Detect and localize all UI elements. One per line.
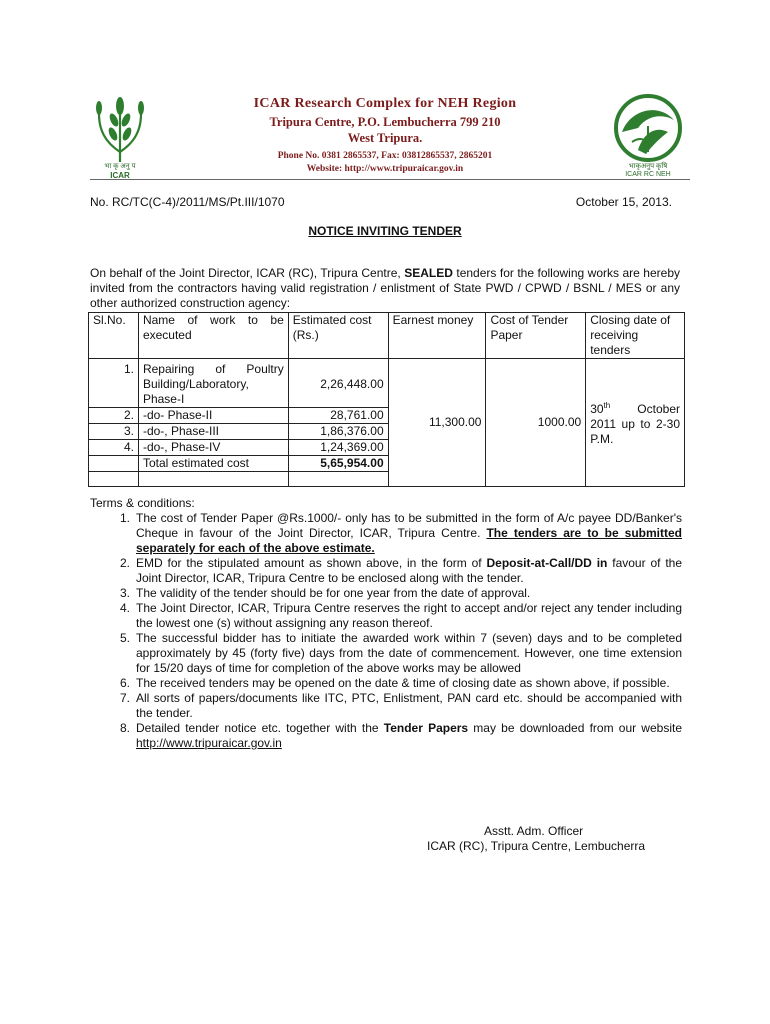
organization-website: Website: http://www.tripuraicar.gov.in — [306, 164, 464, 174]
term-text: The Joint Director, ICAR, Tripura Centre reserves the right to accept and/or reject any tender including the lowest one (s) without assigning any reason thereof. — [136, 601, 682, 630]
term-item — [90, 631, 682, 676]
row-estimated-cost: 2,26,448.00 — [288, 359, 388, 408]
term-text: The cost of Tender Paper @Rs.1000/- only has to be submitted in the form of A/c payee DD/Banker's Cheque in favour of the Joint Director, ICAR, Tripura Centre. — [136, 511, 682, 540]
tender-table — [88, 312, 685, 487]
terms-heading: Terms & conditions: — [90, 496, 195, 510]
term-item — [90, 586, 682, 601]
row-work-name: -do-, Phase-III — [138, 424, 288, 440]
signatory-designation: Asstt. Adm. Officer — [484, 824, 584, 838]
row-serial: 4. — [89, 440, 139, 456]
term-number: 4. — [119, 601, 130, 615]
tender-paper-cost: 1000.00 — [486, 359, 586, 487]
empty-cell — [89, 472, 139, 487]
row-serial: 1. — [89, 359, 139, 408]
row-work-name: -do- Phase-II — [138, 408, 288, 424]
term-item — [90, 511, 682, 556]
column-header: Sl.No. — [89, 313, 139, 359]
website-link[interactable]: http://www.tripuraicar.gov.in — [136, 736, 282, 750]
intro-text-2: tenders for the following works are hereby invited from the contractors having valid registration / enlistment of State PWD / CPWD / BSNL / MES or any other authorized construction agency: — [90, 266, 680, 310]
term-emphasis: Tender Papers — [383, 721, 469, 735]
term-item — [90, 556, 682, 586]
intro-text-1: On behalf of the Joint Director, ICAR (RC), Tripura Centre, — [90, 266, 405, 280]
right-logo-caption-hi: भाकृअनुप कृषि — [628, 163, 668, 170]
term-item — [90, 691, 682, 721]
notice-date: October 15, 2013. — [575, 195, 672, 209]
table-row — [89, 359, 685, 408]
left-logo-caption-hi: भा कृ अनु प — [104, 163, 136, 170]
emblem-logo-icon — [608, 92, 688, 164]
term-text: The received tenders may be opened on the date & time of closing date as shown above, if possible. — [136, 676, 670, 690]
term-text-continued: favour of the Joint Director, ICAR, Tripura Centre to be enclosed along with the tender. — [136, 556, 682, 585]
icar-logo-left — [85, 92, 155, 182]
empty-cell — [89, 456, 139, 472]
term-text: The successful bidder has to initiate the awarded work within 7 (seven) days and to be completed approximately by 45 (forty five) days from the date of commencement. However, one time extension for 15/20 days of time for completion of the above works may be allowed — [136, 631, 682, 675]
row-work-name: -do-, Phase-IV — [138, 440, 288, 456]
organization-phone: Phone No. 0381 2865537, Fax: 03812865537, 2865201 — [277, 151, 493, 161]
term-number: 5. — [119, 631, 130, 645]
term-number: 6. — [119, 676, 130, 690]
term-text: The validity of the tender should be for one year from the date of approval. — [136, 586, 531, 600]
term-number: 2. — [119, 556, 130, 570]
organization-title: ICAR Research Complex for NEH Region — [253, 96, 517, 111]
term-text: All sorts of papers/documents like ITC, PTC, Enlistment, PAN card etc. should be accompanied with the tender. — [136, 691, 682, 720]
term-text: Detailed tender notice etc. together with the — [136, 721, 384, 735]
intro-bold: SEALED — [404, 266, 453, 280]
column-header: Cost of Tender Paper — [486, 313, 586, 359]
term-text: EMD for the stipulated amount as shown above, in the form of — [136, 556, 487, 570]
right-logo-caption: ICAR RC NEH — [625, 171, 671, 178]
term-item — [90, 601, 682, 631]
closing-day-suffix: th — [603, 401, 611, 410]
term-number: 7. — [119, 691, 130, 705]
left-logo-caption: ICAR — [110, 171, 130, 180]
organization-district: West Tripura. — [347, 131, 423, 145]
reference-number: No. RC/TC(C-4)/2011/MS/Pt.III/1070 — [90, 195, 285, 209]
empty-cell — [138, 472, 288, 487]
header-divider — [90, 179, 690, 180]
intro-paragraph — [90, 266, 680, 311]
wheat-logo-icon — [85, 92, 155, 164]
term-emphasis: Deposit-at-Call/DD in — [486, 556, 608, 570]
row-estimated-cost: 28,761.00 — [288, 408, 388, 424]
column-header: Earnest money — [388, 313, 486, 359]
column-header: Name of work to be executed — [138, 313, 288, 359]
term-number: 3. — [119, 586, 130, 600]
empty-cell — [288, 472, 388, 487]
organization-address: Tripura Centre, P.O. Lembucherra 799 210 — [269, 115, 501, 129]
closing-date — [586, 359, 685, 487]
signatory-office: ICAR (RC), Tripura Centre, Lembucherra — [427, 839, 646, 853]
closing-day: 30 — [590, 402, 604, 416]
column-header: Estimated cost (Rs.) — [288, 313, 388, 359]
term-item — [90, 676, 682, 691]
earnest-money: 11,300.00 — [388, 359, 486, 487]
row-work-name: Repairing of Poultry Building/Laboratory, Phase-I — [138, 359, 288, 408]
term-number: 1. — [119, 511, 130, 525]
total-label: Total estimated cost — [138, 456, 288, 472]
table-header-row — [89, 313, 685, 359]
row-serial: 2. — [89, 408, 139, 424]
closing-date-rest: October 2011 up to 2-30 P.M. — [590, 402, 680, 446]
row-estimated-cost: 1,24,369.00 — [288, 440, 388, 456]
terms-list — [90, 511, 682, 751]
term-number: 8. — [119, 721, 130, 735]
icar-rc-logo-right — [608, 92, 688, 182]
term-emphasis: The tenders are to be submitted separately for each of the above estimate. — [136, 526, 682, 555]
notice-heading: NOTICE INVITING TENDER — [308, 224, 462, 238]
term-item — [90, 721, 682, 751]
column-header: Closing date of receiving tenders — [586, 313, 685, 359]
term-text-continued: may be downloaded from our website — [468, 721, 682, 735]
total-value: 5,65,954.00 — [288, 456, 388, 472]
row-estimated-cost: 1,86,376.00 — [288, 424, 388, 440]
row-serial: 3. — [89, 424, 139, 440]
